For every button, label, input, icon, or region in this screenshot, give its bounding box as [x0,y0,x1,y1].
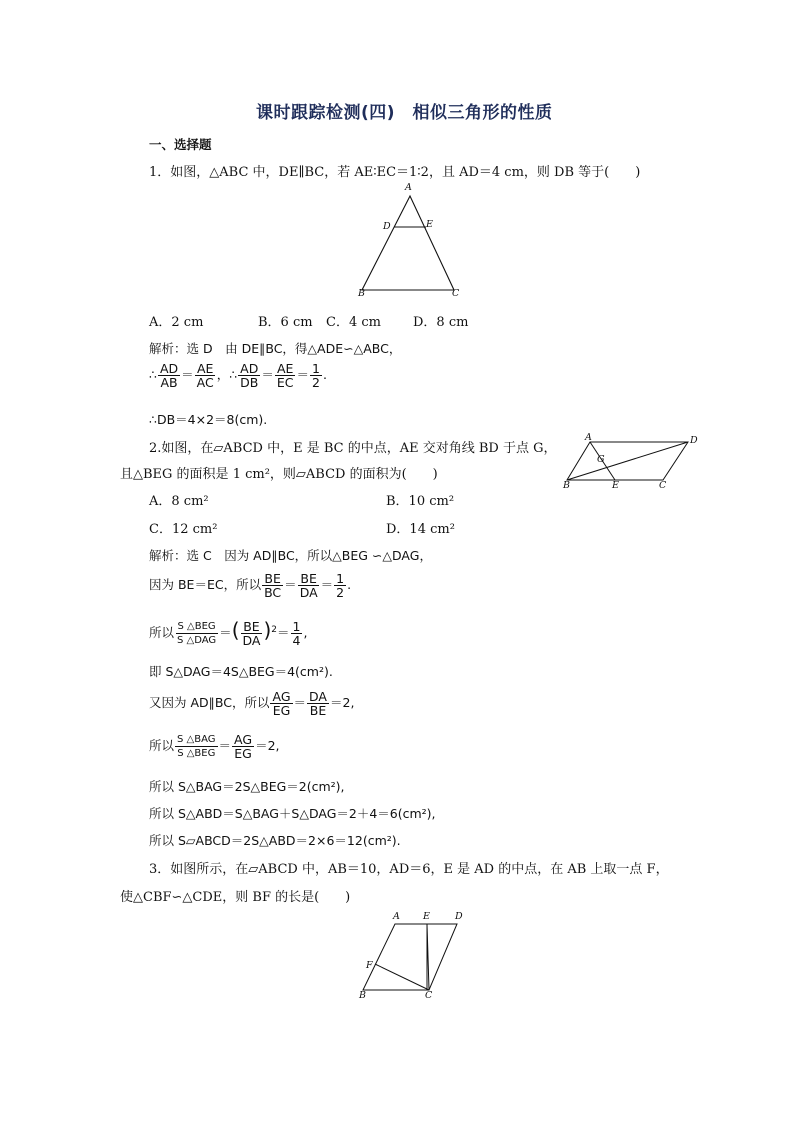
q2-solution-line9: 所以 S▱ABCD＝2S△ABD＝2×6＝12(cm²). [149,833,401,848]
q1-label-d: D [383,221,391,232]
q1-figure [350,182,470,301]
section-heading: 一、选择题 [149,137,212,152]
q1-label-a: A [405,182,412,193]
q2-parallelogram-diagram [560,432,700,496]
q1-solution-line3: ∴DB＝4×2＝8(cm). [149,412,268,427]
q2-solution-line4: 即 S△DAG＝4S△BEG＝4(cm²). [149,664,333,679]
q3-label-d: D [455,911,463,922]
q2-solution-line2: 因为 BE＝EC，所以 $\frac{BE}{BC}$ ＝ $\frac{BE}{DA}$ ＝ $\frac{1}{2}$ . [149,571,352,600]
q1-solution-line2: ∴ $\frac{AD}{AB}$ ＝ $\frac{AE}{AC}$ ，∴ $\frac{AD}{DB}$ ＝ $\frac{AE}{EC}$ ＝ $\frac{1}{2}$ . [149,361,327,390]
q2-solution-line1: 解析：选 C 因为 AD∥BC，所以△BEG ∽△DAG， [149,548,432,563]
q2-solution-line7: 所以 S△BAG＝2S△BEG＝2(cm²), [149,779,345,794]
q3-label-f: F [366,960,373,971]
q2-solution-line3: 所以 $\frac{\text{S △BEG}}{\text{S △DAG}}$ ＝( $\frac{BE}{DA}$ )$^2$＝ $\frac{1}{4}$ , [149,618,308,648]
q2-stem-line2: 且△BEG 的面积是 1 cm²，则▱ABCD 的面积为( ) [120,467,438,482]
page-title: 课时跟踪检测(四) 相似三角形的性质 [256,103,553,123]
q1-option-d: D．8 cm [413,315,469,330]
q2-option-b: B．10 cm² [386,494,455,509]
q1-option-c: C．4 cm [326,315,381,330]
q2-label-c: C [659,480,667,491]
q3-stem-line2: 使△CBF∽△CDE，则 BF 的长是( ) [120,890,351,905]
q3-parallelogram-diagram [355,910,475,1005]
q1-option-a: A．2 cm [149,315,204,330]
q2-figure [560,432,700,496]
q1-label-c: C [452,288,460,299]
q1-stem: 1．如图，△ABC 中，DE∥BC，若 AE∶EC＝1∶2，且 AD＝4 cm，则 DB 等于( ) [149,165,641,180]
q2-solution-line5: 又因为 AD∥BC，所以 $\frac{AG}{EG}$ ＝ $\frac{DA}{BE}$ ＝2, [149,689,355,718]
q2-label-e: E [612,480,619,491]
q1-solution-line1: 解析：选 D 由 DE∥BC，得△ADE∽△ABC， [149,341,402,356]
q2-label-b: B [563,480,570,491]
q2-solution-line8: 所以 S△ABD＝S△BAG＋S△DAG＝2＋4＝6(cm²), [149,806,436,821]
q2-label-g: G [597,454,605,465]
q2-label-d: D [690,435,698,446]
q2-option-d: D．14 cm² [386,522,455,537]
q1-label-b: B [358,288,365,299]
q3-figure [355,910,475,1005]
q2-label-a: A [585,432,592,443]
q1-label-e: E [426,219,433,230]
q2-option-a: A．8 cm² [149,494,209,509]
q2-option-c: C．12 cm² [149,522,218,537]
q3-label-c: C [425,990,433,1001]
q1-option-b: B．6 cm [258,315,313,330]
q1-triangle-diagram [350,186,470,301]
q3-label-a: A [393,911,400,922]
q2-solution-line6: 所以 $\frac{\text{S △BAG}}{\text{S △BEG}}$ ＝ $\frac{AG}{EG}$ ＝2, [149,732,280,761]
q3-label-b: B [359,990,366,1001]
q2-stem-line1: 2.如图，在▱ABCD 中，E 是 BC 的中点，AE 交对角线 BD 于点 G， [149,441,557,456]
q3-stem-line1: 3．如图所示，在▱ABCD 中，AB＝10，AD＝6，E 是 AD 的中点，在 AB 上取一点 F， [149,862,669,877]
q3-label-e: E [423,911,430,922]
